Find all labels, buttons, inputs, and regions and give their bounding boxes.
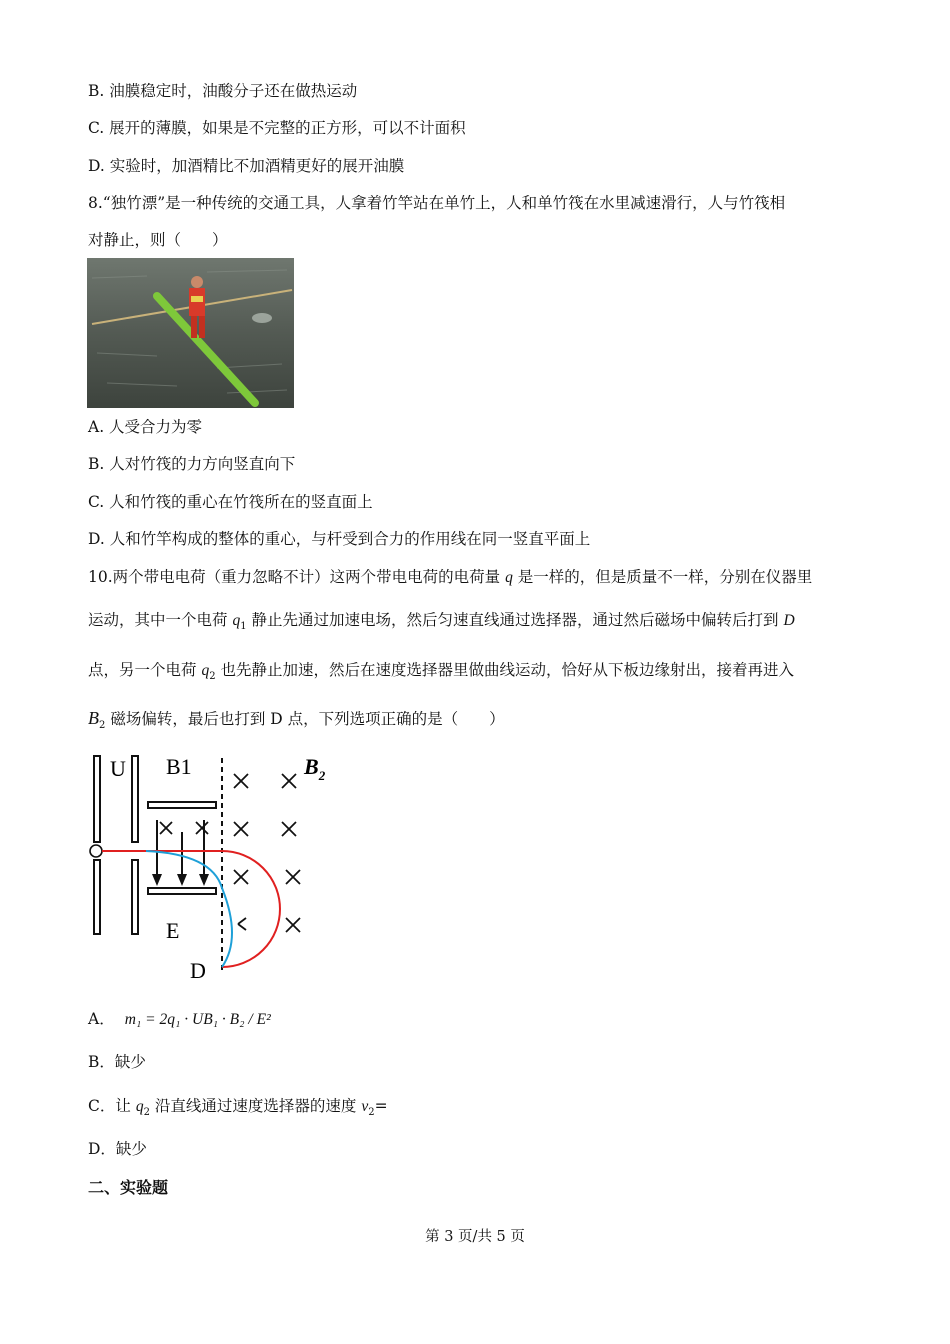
q8-photo — [87, 258, 294, 408]
q10-option-b: B．缺少 — [88, 1053, 146, 1071]
q10-option-d: D．缺少 — [88, 1140, 147, 1158]
label-u: U — [110, 756, 126, 781]
q10-option-a: A． m₁ = 2q₁ · UB₁ · B₂ / E² — [88, 1010, 271, 1028]
q10-stem-line2: 运动，其中一个电荷 $q_1$ 静止先通过加速电场，然后匀速直线通过选择器，通过然后磁场中偏转后打到 D — [88, 611, 795, 633]
red-trajectory — [102, 851, 280, 967]
page-footer: 第 3 页/共 5 页 — [425, 1229, 525, 1245]
q10-stem-line3: 点，另一个电荷 $q_2$ 也先静止加速，然后在速度选择器里做曲线运动，恰好从下板边缘射出，接着再进入 — [88, 661, 795, 683]
selector-bottom-plate — [148, 888, 216, 894]
mass-spectrometer-diagram — [82, 748, 342, 984]
label-b2: $B_2$ — [304, 754, 326, 783]
blue-trajectory — [146, 851, 232, 967]
q8-option-b: B. 人对竹筏的力方向竖直向下 — [88, 455, 296, 473]
section-title: 二、实验题 — [88, 1178, 169, 1197]
label-b1: B1 — [166, 754, 192, 779]
label-d: D — [190, 958, 206, 983]
accelerator-left-plate-top — [94, 756, 100, 842]
source-circle — [90, 845, 102, 857]
q7-option-d: D. 实验时，加酒精比不加酒精更好的展开油膜 — [88, 157, 405, 175]
accelerator-left-plate-bottom — [94, 860, 100, 934]
accelerator-right-plate-bottom — [132, 860, 138, 934]
q10-option-c: C．让 $q_2$ 沿直线通过速度选择器的速度 $v_2=$ — [88, 1097, 388, 1119]
bamboo-rafting-photo — [87, 258, 294, 408]
q10-diagram — [82, 748, 342, 984]
q7-option-c: C. 展开的薄膜，如果是不完整的正方形，可以不计面积 — [88, 119, 466, 137]
q8-option-d: D. 人和竹竿构成的整体的重心，与杆受到合力的作用线在同一竖直平面上 — [88, 530, 591, 548]
q10-stem-line1: 10.两个带电电荷（重力忽略不计）这两个带电电荷的电荷量 q 是一样的，但是质量不一样，分别在仪器里 — [88, 568, 813, 586]
q8-stem-line2: 对静止，则（ ） — [88, 231, 228, 249]
q7-option-b: B. 油膜稳定时，油酸分子还在做热运动 — [88, 82, 358, 100]
selector-top-plate — [148, 802, 216, 808]
q8-option-c: C. 人和竹筏的重心在竹筏所在的竖直面上 — [88, 493, 373, 511]
q10-stem-line4: $B_2$ 磁场偏转，最后也打到 D 点，下列选项正确的是（ ） — [88, 708, 505, 732]
label-e: E — [166, 918, 180, 943]
q8-option-a: A. 人受合力为零 — [88, 418, 203, 436]
b2-field-crosses — [234, 774, 300, 932]
selector-field-crosses — [160, 822, 208, 834]
accelerator-right-plate-top — [132, 756, 138, 842]
q8-stem-line1: 8.“独竹漂”是一种传统的交通工具，人拿着竹竿站在单竹上，人和单竹筏在水里减速滑行，人与竹筏相 — [88, 194, 786, 212]
